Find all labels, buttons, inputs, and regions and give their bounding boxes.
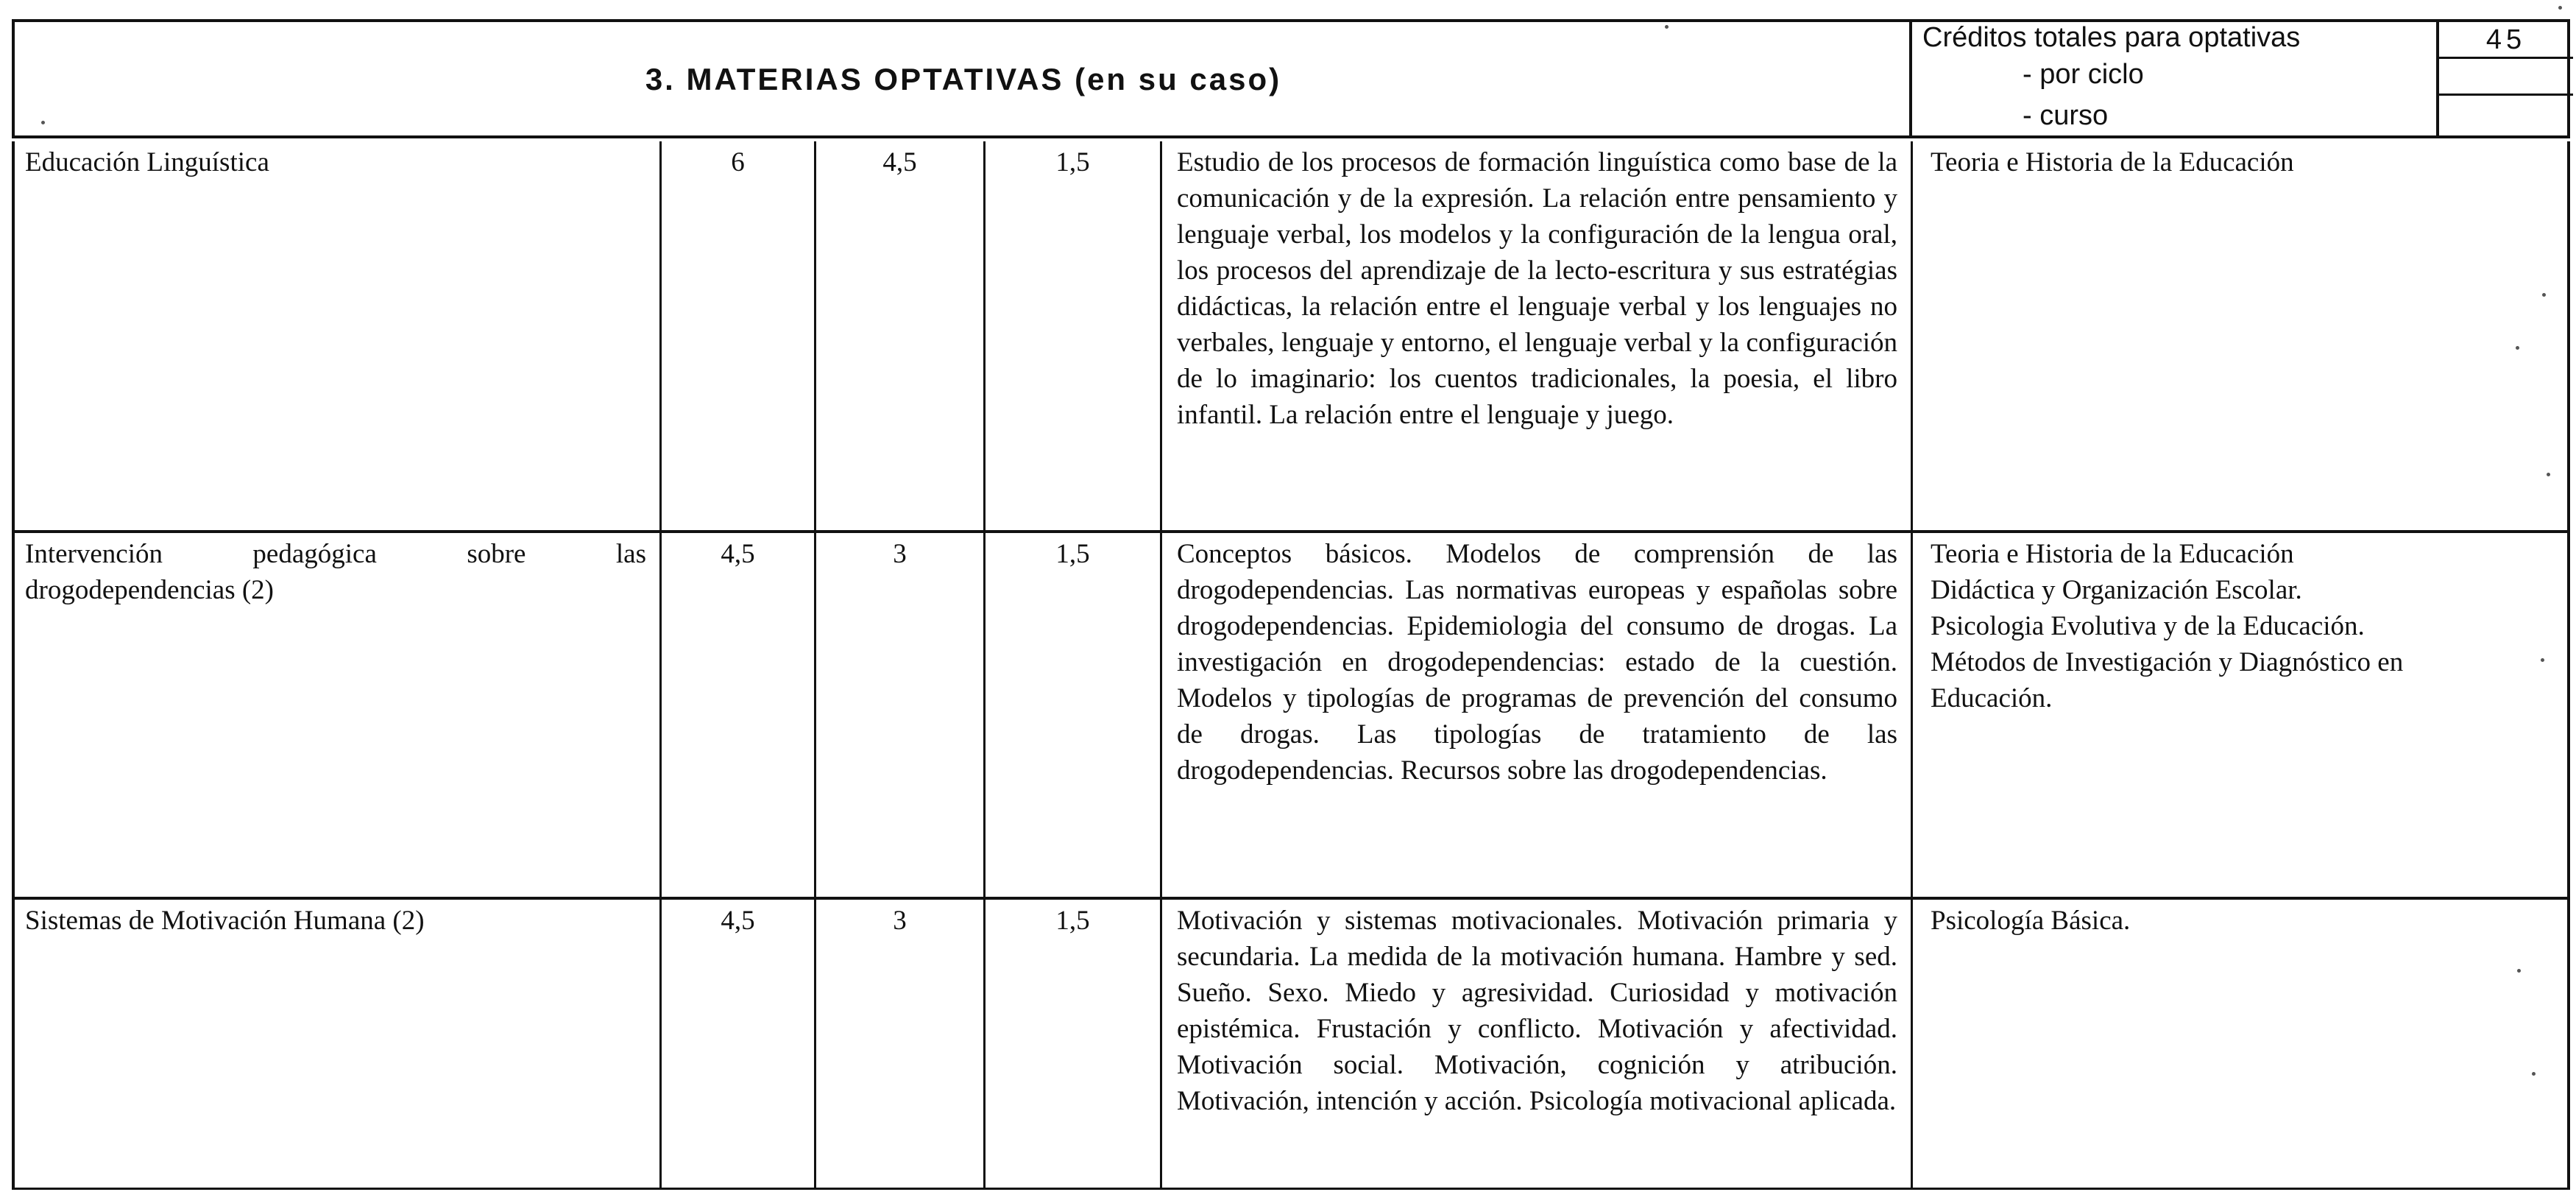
table-row bbox=[12, 900, 2570, 1190]
subject-name bbox=[12, 141, 659, 530]
credits-theory-cell: 3 bbox=[814, 533, 983, 897]
credits-total-label: Créditos totales para optativas bbox=[1922, 22, 2301, 53]
credits-total-cell: 6 bbox=[659, 141, 814, 530]
knowledge-area: Teoria e Historia de la Educación bbox=[1931, 147, 2294, 177]
subject-name-line: drogodependencias (2) bbox=[25, 575, 275, 605]
scan-speck bbox=[41, 121, 45, 124]
credits-per-course-label: - curso bbox=[2023, 100, 2109, 131]
credits-total-cell: 4,5 bbox=[659, 900, 814, 1188]
knowledge-area: Teoria e Historia de la Educación bbox=[1931, 539, 2294, 569]
knowledge-area: Psicologia Evolutiva y de la Educación. bbox=[1931, 611, 2365, 641]
knowledge-area: Psicología Básica. bbox=[1931, 906, 2131, 936]
subject-description: Motivación y sistemas motivacionales. Motivación primaria y secundaria. La medida de la motivación humana. Hambre y sed. Sueño. Sexo. Miedo y agresividad. Curiosidad y motivación epistémica. Frustación y conflicto. Motivación y afectividad. Motivación social. Motivación, cognición y atribución. Motivación, intención y acción. Psicología motivacional aplicada. bbox=[1160, 900, 1911, 1188]
subject-name bbox=[12, 533, 659, 897]
scan-speck bbox=[1665, 25, 1669, 29]
section-title: 3. MATERIAS OPTATIVAS (en su caso) bbox=[645, 62, 1282, 96]
credits-practice-cell: 1,5 bbox=[983, 141, 1160, 530]
credits-values bbox=[2436, 22, 2573, 135]
knowledge-areas bbox=[1911, 900, 2570, 1188]
credits-total-value: 45 bbox=[2439, 22, 2573, 59]
table-row bbox=[12, 141, 2570, 533]
knowledge-area: Didáctica y Organización Escolar. bbox=[1931, 575, 2302, 605]
knowledge-areas bbox=[1911, 533, 2570, 897]
subject-name-line: Sistemas de Motivación Humana (2) bbox=[25, 906, 425, 936]
scan-speck bbox=[2547, 473, 2550, 476]
title-box bbox=[12, 19, 1909, 138]
table-row bbox=[12, 533, 2570, 900]
subjects-table bbox=[12, 141, 2570, 1190]
subject-name-line: Intervención pedagógica sobre las bbox=[25, 539, 646, 569]
credits-panel bbox=[1909, 19, 2570, 138]
scan-speck bbox=[2532, 1072, 2536, 1076]
knowledge-areas bbox=[1911, 141, 2570, 530]
subject-description: Estudio de los procesos de formación linguística como base de la comunicación y de la expresión. La relación entre pensamiento y lenguaje verbal, los modelos y la configuración de la lengua oral, los procesos del aprendizaje de la lecto-escritura y sus estratégias didácticas, la relación entre el lenguaje verbal y los lenguajes no verbales, lenguaje y entorno, el lenguaje verbal y la configuración de lo imaginario: los cuentos tradicionales, la poesia, el libro infantil. La relación entre el lenguaje y juego. bbox=[1160, 141, 1911, 530]
credits-practice-cell: 1,5 bbox=[983, 900, 1160, 1188]
credits-theory-cell: 4,5 bbox=[814, 141, 983, 530]
credits-practice-cell: 1,5 bbox=[983, 533, 1160, 897]
scan-speck bbox=[2542, 293, 2546, 297]
credits-theory-cell: 3 bbox=[814, 900, 983, 1188]
credits-per-cycle-value bbox=[2439, 59, 2573, 96]
scan-speck bbox=[2558, 6, 2562, 10]
section-header bbox=[12, 19, 2570, 140]
knowledge-area: Métodos de Investigación y Diagnóstico en bbox=[1931, 647, 2404, 677]
credits-per-course-value bbox=[2439, 96, 2573, 133]
knowledge-area: Educación. bbox=[1931, 683, 2053, 713]
credits-total-cell: 4,5 bbox=[659, 533, 814, 897]
scan-speck bbox=[2541, 658, 2544, 662]
credits-per-cycle-label: - por ciclo bbox=[2023, 59, 2144, 90]
subject-name bbox=[12, 900, 659, 1188]
scan-speck bbox=[2516, 346, 2519, 350]
subject-description: Conceptos básicos. Modelos de comprensión de las drogodependencias. Las normativas europeas y españolas sobre drogodependencias. Epidemiologia del consumo de drogas. La investigación en drogodependencias: estado de la cuestión. Modelos y tipologías de programas de prevención del consumo de drogas. Las tipologías de tratamiento de las drogodependencias. Recursos sobre las drogodependencias. bbox=[1160, 533, 1911, 897]
subject-name-line: Educación Linguística bbox=[25, 147, 269, 177]
scan-speck bbox=[2517, 969, 2521, 973]
